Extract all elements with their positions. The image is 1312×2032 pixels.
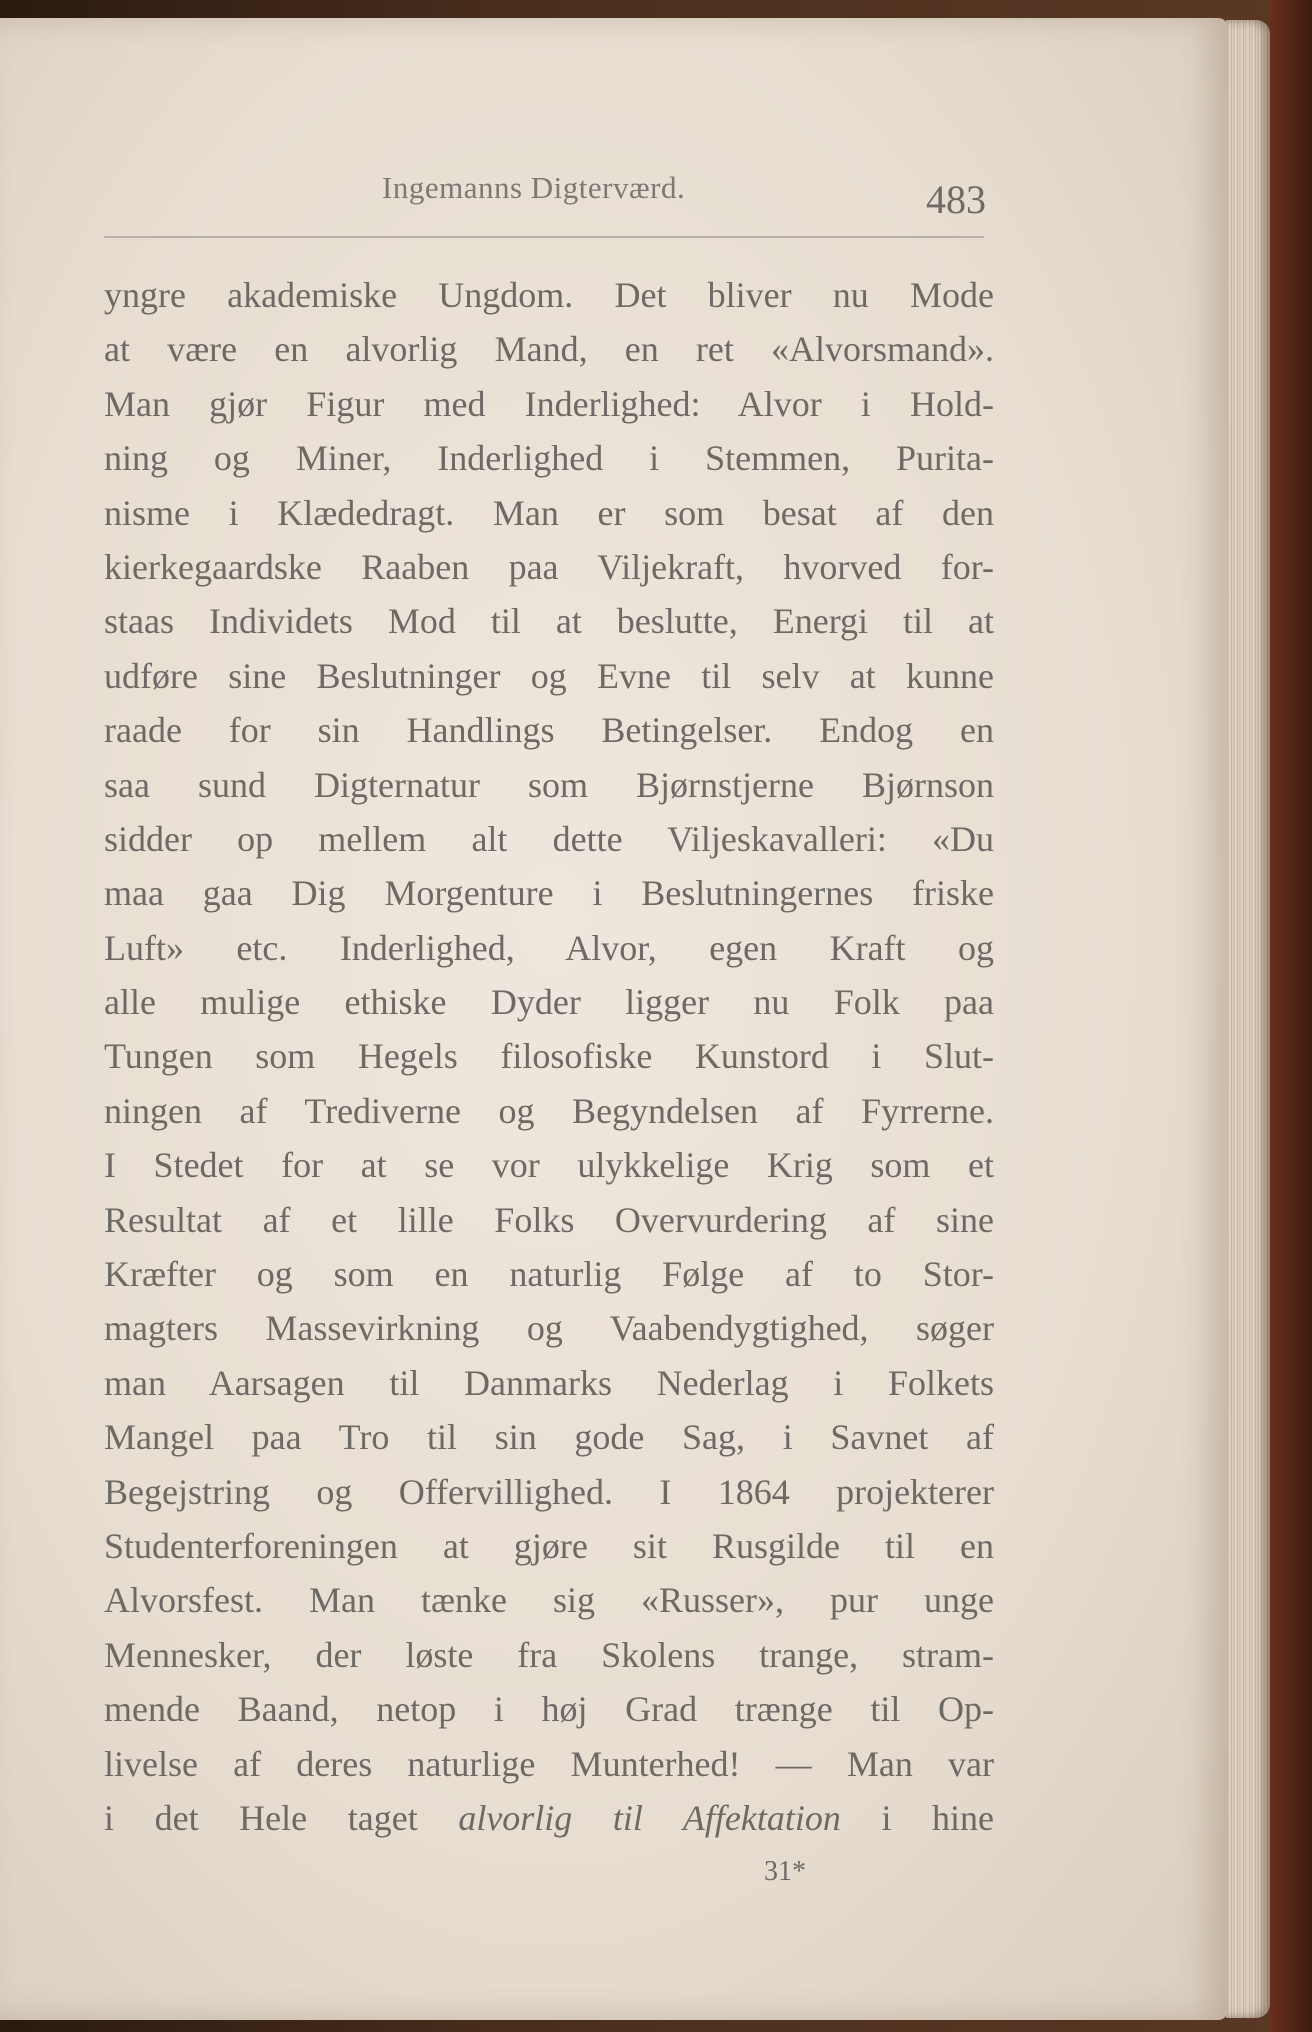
text-line-last <box>104 1791 994 1845</box>
text-line: at være en alvorlig Mand, en ret «Alvorsmand». <box>104 329 994 370</box>
text-line: kierkegaardske Raaben paa Viljekraft, hvorved for- <box>104 546 994 587</box>
text-line: Luft» etc. Inderlighed, Alvor, egen Kraft og <box>104 927 994 968</box>
text-line: udføre sine Beslutninger og Evne til selv at kunne <box>104 655 994 696</box>
page-edges <box>1226 20 1270 2018</box>
text-line: mende Baand, netop i høj Grad trænge til Op- <box>104 1689 994 1730</box>
italic-phrase: alvorlig til Affektation <box>458 1797 841 1838</box>
text-line: sidder op mellem alt dette Viljeskavalleri: «Du <box>104 818 994 859</box>
text-line: Kræfter og som en naturlig Følge af to Stor- <box>104 1254 994 1295</box>
text-line: maa gaa Dig Morgenture i Beslutningernes friske <box>104 873 994 914</box>
text-line: Studenterforeningen at gjøre sit Rusgilde til en <box>104 1525 994 1566</box>
text-line: staas Individets Mod til at beslutte, Energi til at <box>104 601 994 642</box>
text-line: Mangel paa Tro til sin gode Sag, i Savnet af <box>104 1417 994 1458</box>
text-line: magters Massevirkning og Vaabendygtighed, søger <box>104 1308 994 1349</box>
text-line: nisme i Klædedragt. Man er som besat af den <box>104 492 994 533</box>
body-text <box>104 268 994 1845</box>
text-line: I Stedet for at se vor ulykkelige Krig som et <box>104 1145 994 1186</box>
last-line-end: i hine <box>881 1797 995 1838</box>
page-header <box>104 170 984 240</box>
text-line: Tungen som Hegels filosofiske Kunstord i Slut- <box>104 1036 994 1077</box>
signature-mark: 31* <box>764 1856 806 1887</box>
text-line: Begejstring og Offervillighed. I 1864 projekterer <box>104 1471 994 1512</box>
running-title: Ingemanns Digterværd. <box>382 170 686 205</box>
text-line: saa sund Digternatur som Bjørnstjerne Bjørnson <box>104 764 994 805</box>
header-rule <box>104 236 984 238</box>
text-line: yngre akademiske Ungdom. Det bliver nu Mode <box>104 275 994 315</box>
text-line: Alvorsfest. Man tænke sig «Russer», pur unge <box>104 1580 994 1621</box>
page-number: 483 <box>926 177 986 222</box>
text-line: raade for sin Handlings Betingelser. Endog en <box>104 710 994 751</box>
text-line: Mennesker, der løste fra Skolens trange, stram- <box>104 1634 994 1675</box>
text-line: livelse af deres naturlige Munterhed! — Man var <box>104 1743 994 1784</box>
text-line: ningen af Trediverne og Begyndelsen af Fyrrerne. <box>104 1090 994 1131</box>
book-cover-edge <box>1270 0 1312 2032</box>
last-line-start: i det Hele taget <box>104 1797 418 1838</box>
text-line: Resultat af et lille Folks Overvurdering af sine <box>104 1199 994 1240</box>
text-line: Man gjør Figur med Inderlighed: Alvor i Hold- <box>104 383 994 424</box>
text-line: ning og Miner, Inderlighed i Stemmen, Purita- <box>104 438 994 479</box>
text-line: man Aarsagen til Danmarks Nederlag i Folkets <box>104 1362 994 1403</box>
text-line: alle mulige ethiske Dyder ligger nu Folk paa <box>104 982 994 1023</box>
